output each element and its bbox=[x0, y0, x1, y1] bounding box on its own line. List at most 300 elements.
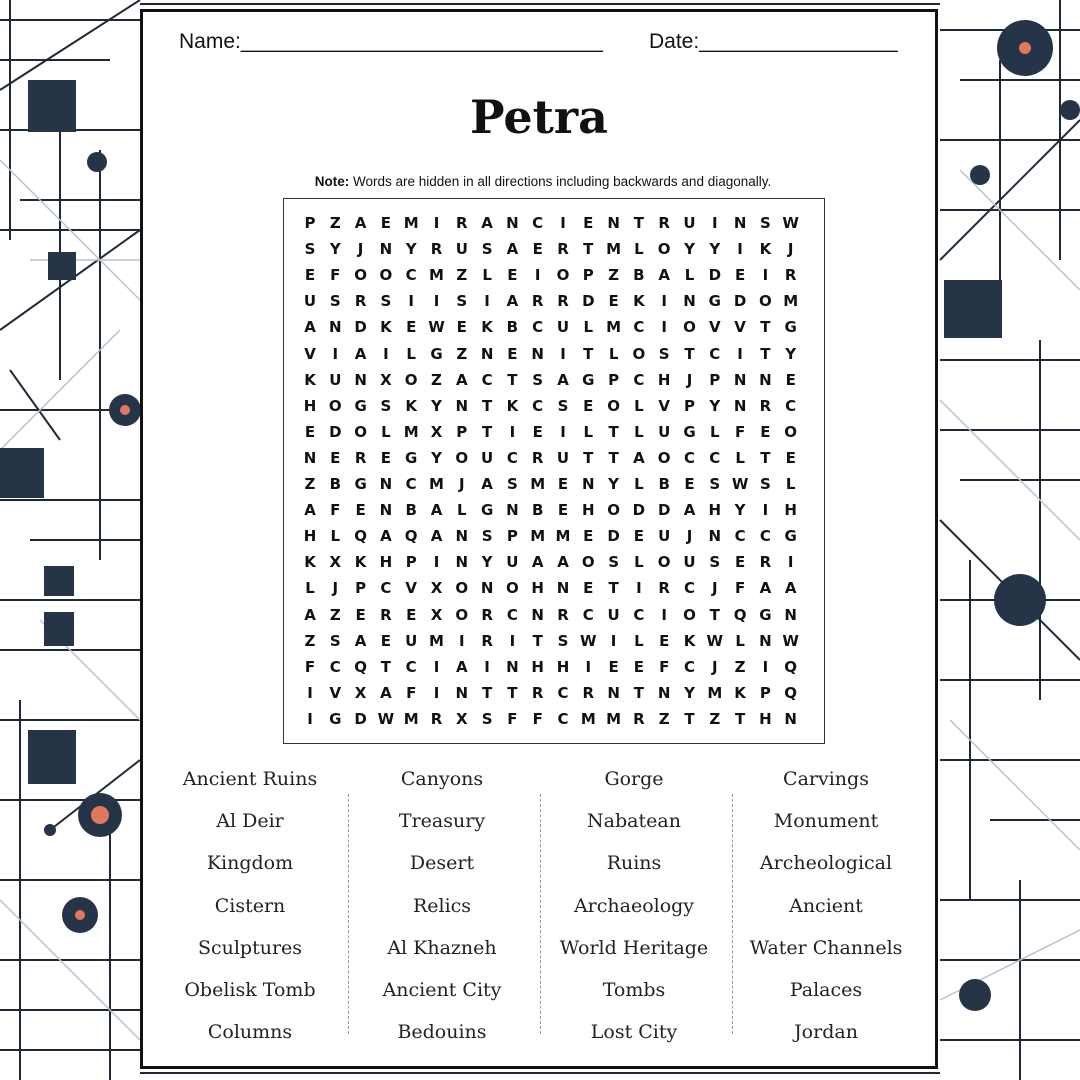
grid-letter[interactable]: M bbox=[403, 214, 419, 232]
grid-letter[interactable]: E bbox=[684, 475, 695, 493]
grid-letter[interactable]: I bbox=[762, 657, 769, 676]
grid-letter[interactable]: P bbox=[684, 396, 695, 415]
grid-letter[interactable]: E bbox=[633, 527, 645, 546]
grid-letter[interactable]: E bbox=[507, 344, 518, 363]
grid-letter[interactable]: N bbox=[506, 501, 519, 520]
grid-letter[interactable]: B bbox=[658, 475, 670, 493]
grid-letter[interactable]: J bbox=[686, 370, 693, 389]
grid-letter[interactable]: E bbox=[456, 318, 467, 337]
grid-letter[interactable]: O bbox=[404, 370, 418, 389]
grid-letter[interactable]: A bbox=[354, 631, 367, 650]
grid-letter[interactable]: I bbox=[408, 292, 414, 311]
grid-letter[interactable]: X bbox=[329, 553, 342, 572]
grid-letter[interactable]: X bbox=[354, 683, 367, 702]
grid-letter[interactable]: A bbox=[430, 501, 443, 520]
grid-letter[interactable]: T bbox=[633, 683, 644, 702]
grid-letter[interactable]: P bbox=[608, 370, 620, 389]
grid-letter[interactable]: R bbox=[481, 631, 493, 650]
grid-letter[interactable]: E bbox=[557, 501, 569, 520]
grid-letter[interactable]: C bbox=[532, 318, 544, 337]
grid-letter[interactable]: E bbox=[532, 422, 543, 441]
grid-letter[interactable]: S bbox=[481, 527, 493, 546]
grid-letter[interactable]: K bbox=[734, 683, 746, 702]
grid-letter[interactable]: N bbox=[480, 579, 494, 598]
grid-letter[interactable]: W bbox=[706, 631, 724, 650]
grid-letter[interactable]: V bbox=[405, 579, 417, 598]
grid-letter[interactable]: O bbox=[657, 240, 671, 259]
grid-letter[interactable]: E bbox=[785, 448, 796, 467]
grid-letter[interactable]: C bbox=[582, 605, 594, 624]
grid-letter[interactable]: K bbox=[683, 631, 696, 650]
grid-letter[interactable]: I bbox=[433, 657, 440, 676]
grid-letter[interactable]: I bbox=[661, 605, 667, 624]
grid-letter[interactable]: R bbox=[759, 396, 772, 415]
grid-letter[interactable]: A bbox=[683, 501, 696, 520]
grid-letter[interactable]: V bbox=[329, 683, 342, 702]
grid-letter[interactable]: C bbox=[633, 318, 645, 337]
grid-letter[interactable]: I bbox=[307, 683, 313, 702]
grid-letter[interactable]: N bbox=[733, 214, 747, 232]
grid-letter[interactable]: R bbox=[658, 579, 670, 598]
grid-letter[interactable]: C bbox=[709, 448, 721, 467]
grid-letter[interactable]: H bbox=[657, 370, 671, 389]
grid-letter[interactable]: R bbox=[557, 292, 569, 311]
grid-letter[interactable]: E bbox=[633, 657, 645, 676]
grid-letter[interactable]: S bbox=[557, 631, 569, 650]
grid-letter[interactable]: M bbox=[555, 527, 571, 546]
grid-letter[interactable]: N bbox=[607, 214, 620, 232]
grid-letter[interactable]: V bbox=[708, 318, 721, 337]
grid-letter[interactable]: N bbox=[683, 292, 696, 311]
grid-letter[interactable]: H bbox=[303, 527, 317, 546]
grid-letter[interactable]: S bbox=[709, 553, 721, 572]
grid-letter[interactable]: Y bbox=[608, 475, 620, 493]
grid-letter[interactable]: N bbox=[455, 683, 469, 702]
grid-letter[interactable]: U bbox=[683, 553, 696, 572]
grid-letter[interactable]: D bbox=[354, 709, 367, 728]
grid-letter[interactable]: M bbox=[530, 475, 546, 493]
grid-letter[interactable]: I bbox=[484, 292, 490, 311]
grid-letter[interactable]: K bbox=[354, 553, 367, 572]
grid-letter[interactable]: I bbox=[787, 553, 794, 572]
grid-letter[interactable]: S bbox=[759, 475, 771, 493]
grid-letter[interactable]: L bbox=[710, 422, 720, 441]
grid-letter[interactable]: A bbox=[759, 579, 772, 598]
grid-letter[interactable]: G bbox=[582, 370, 595, 389]
grid-letter[interactable]: B bbox=[633, 266, 645, 285]
grid-letter[interactable]: Y bbox=[785, 344, 797, 363]
grid-letter[interactable]: S bbox=[709, 475, 721, 493]
grid-letter[interactable]: E bbox=[355, 605, 366, 624]
grid-letter[interactable]: N bbox=[708, 527, 722, 546]
grid-letter[interactable]: T bbox=[684, 344, 695, 363]
grid-letter[interactable]: C bbox=[405, 657, 417, 676]
grid-letter[interactable]: L bbox=[406, 344, 416, 363]
grid-letter[interactable]: E bbox=[659, 631, 670, 650]
grid-letter[interactable]: C bbox=[785, 396, 797, 415]
grid-letter[interactable]: U bbox=[405, 631, 418, 650]
grid-letter[interactable]: N bbox=[354, 370, 367, 389]
grid-letter[interactable]: L bbox=[305, 579, 315, 598]
grid-letter[interactable]: Q bbox=[354, 527, 367, 546]
grid-letter[interactable]: K bbox=[304, 370, 316, 389]
grid-letter[interactable]: D bbox=[329, 422, 342, 441]
grid-letter[interactable]: L bbox=[608, 344, 619, 363]
grid-letter[interactable]: Z bbox=[608, 266, 620, 285]
grid-letter[interactable]: A bbox=[455, 657, 468, 676]
grid-letter[interactable]: Z bbox=[456, 266, 468, 285]
grid-letter[interactable]: X bbox=[430, 422, 443, 441]
grid-letter[interactable]: A bbox=[557, 370, 569, 389]
grid-letter[interactable]: C bbox=[380, 579, 392, 598]
grid-letter[interactable]: N bbox=[455, 553, 469, 572]
grid-letter[interactable]: L bbox=[634, 553, 644, 572]
grid-letter[interactable]: E bbox=[304, 422, 316, 441]
grid-letter[interactable]: B bbox=[531, 501, 544, 520]
grid-letter[interactable]: G bbox=[784, 318, 797, 337]
grid-letter[interactable]: U bbox=[607, 605, 620, 624]
grid-letter[interactable]: Z bbox=[734, 657, 746, 676]
grid-letter[interactable]: M bbox=[429, 631, 444, 650]
grid-letter[interactable]: L bbox=[735, 448, 745, 467]
grid-letter[interactable]: T bbox=[608, 579, 619, 598]
grid-letter[interactable]: R bbox=[531, 292, 544, 311]
grid-letter[interactable]: N bbox=[506, 214, 519, 232]
grid-letter[interactable]: M bbox=[783, 292, 799, 311]
grid-letter[interactable]: C bbox=[557, 683, 569, 702]
grid-letter[interactable]: N bbox=[759, 370, 772, 389]
grid-letter[interactable]: E bbox=[734, 553, 746, 572]
grid-letter[interactable]: A bbox=[557, 553, 569, 572]
grid-letter[interactable]: C bbox=[633, 370, 645, 389]
grid-letter[interactable]: V bbox=[658, 396, 670, 415]
grid-letter[interactable]: M bbox=[606, 318, 622, 337]
grid-letter[interactable]: U bbox=[506, 553, 519, 572]
grid-letter[interactable]: E bbox=[380, 631, 392, 650]
grid-letter[interactable]: N bbox=[556, 579, 570, 598]
grid-letter[interactable]: Y bbox=[709, 240, 721, 259]
grid-letter[interactable]: A bbox=[380, 683, 392, 702]
grid-letter[interactable]: A bbox=[455, 370, 468, 389]
grid-letter[interactable]: M bbox=[580, 709, 596, 728]
grid-letter[interactable]: Z bbox=[304, 475, 316, 493]
grid-letter[interactable]: N bbox=[455, 396, 469, 415]
grid-letter[interactable]: Y bbox=[709, 396, 721, 415]
date-field[interactable]: Date:_________________ bbox=[649, 30, 898, 53]
grid-letter[interactable]: E bbox=[330, 448, 341, 467]
grid-letter[interactable]: W bbox=[580, 631, 597, 650]
grid-letter[interactable]: T bbox=[608, 448, 619, 467]
grid-letter[interactable]: O bbox=[328, 396, 342, 415]
grid-letter[interactable]: K bbox=[405, 396, 417, 415]
grid-letter[interactable]: F bbox=[330, 266, 341, 285]
grid-letter[interactable]: A bbox=[354, 214, 367, 232]
grid-letter[interactable]: T bbox=[583, 448, 594, 467]
grid-letter[interactable]: I bbox=[509, 631, 516, 650]
grid-letter[interactable]: N bbox=[379, 240, 393, 259]
grid-letter[interactable]: N bbox=[784, 605, 797, 624]
grid-letter[interactable]: U bbox=[556, 448, 570, 467]
grid-letter[interactable]: Q bbox=[354, 657, 367, 676]
grid-letter[interactable]: Z bbox=[304, 631, 316, 650]
grid-letter[interactable]: G bbox=[683, 422, 696, 441]
grid-letter[interactable]: N bbox=[733, 370, 747, 389]
grid-letter[interactable]: V bbox=[734, 318, 746, 337]
grid-letter[interactable]: I bbox=[509, 422, 516, 441]
grid-letter[interactable]: E bbox=[608, 657, 619, 676]
grid-letter[interactable]: N bbox=[531, 344, 544, 363]
grid-letter[interactable]: I bbox=[307, 709, 313, 728]
grid-letter[interactable]: C bbox=[557, 709, 569, 728]
grid-letter[interactable]: A bbox=[481, 214, 493, 232]
grid-letter[interactable]: Q bbox=[404, 527, 418, 546]
grid-letter[interactable]: H bbox=[708, 501, 722, 520]
grid-letter[interactable]: J bbox=[686, 527, 693, 546]
grid-letter[interactable]: T bbox=[507, 683, 518, 702]
grid-letter[interactable]: O bbox=[683, 605, 696, 624]
grid-letter[interactable]: D bbox=[354, 318, 367, 337]
grid-letter[interactable]: R bbox=[784, 266, 797, 285]
grid-letter[interactable]: Y bbox=[329, 240, 341, 259]
grid-letter[interactable]: E bbox=[583, 579, 594, 598]
grid-letter[interactable]: K bbox=[380, 318, 392, 337]
grid-letter[interactable]: J bbox=[787, 240, 794, 259]
grid-letter[interactable]: A bbox=[304, 605, 316, 624]
grid-letter[interactable]: N bbox=[657, 683, 671, 702]
grid-letter[interactable]: K bbox=[506, 396, 519, 415]
grid-letter[interactable]: S bbox=[557, 396, 569, 415]
grid-letter[interactable]: I bbox=[534, 266, 541, 285]
grid-letter[interactable]: G bbox=[329, 709, 342, 728]
grid-letter[interactable]: E bbox=[557, 475, 569, 493]
grid-letter[interactable]: I bbox=[610, 631, 617, 650]
grid-letter[interactable]: G bbox=[759, 605, 772, 624]
grid-letter[interactable]: S bbox=[759, 214, 771, 232]
grid-letter[interactable]: W bbox=[731, 475, 749, 493]
grid-letter[interactable]: M bbox=[403, 709, 419, 728]
grid-letter[interactable]: W bbox=[782, 631, 799, 650]
grid-letter[interactable]: B bbox=[506, 318, 519, 337]
grid-letter[interactable]: G bbox=[708, 292, 721, 311]
grid-letter[interactable]: N bbox=[531, 605, 544, 624]
grid-letter[interactable]: C bbox=[405, 266, 417, 285]
grid-letter[interactable]: R bbox=[456, 214, 468, 232]
grid-letter[interactable]: H bbox=[379, 553, 393, 572]
grid-letter[interactable]: O bbox=[379, 266, 393, 285]
grid-letter[interactable]: J bbox=[712, 579, 718, 598]
grid-letter[interactable]: S bbox=[304, 240, 316, 259]
grid-letter[interactable]: T bbox=[532, 631, 543, 650]
grid-letter[interactable]: Y bbox=[684, 683, 695, 702]
grid-letter[interactable]: T bbox=[380, 657, 391, 676]
grid-letter[interactable]: O bbox=[455, 579, 469, 598]
grid-letter[interactable]: J bbox=[459, 475, 465, 493]
grid-letter[interactable]: C bbox=[506, 605, 518, 624]
grid-letter[interactable]: O bbox=[759, 292, 772, 311]
grid-letter[interactable]: L bbox=[330, 527, 341, 546]
grid-letter[interactable]: L bbox=[634, 396, 644, 415]
grid-letter[interactable]: N bbox=[759, 631, 772, 650]
grid-letter[interactable]: S bbox=[658, 344, 670, 363]
grid-letter[interactable]: A bbox=[304, 318, 316, 337]
grid-letter[interactable]: E bbox=[583, 214, 594, 232]
grid-letter[interactable]: Z bbox=[709, 709, 721, 728]
grid-letter[interactable]: N bbox=[455, 527, 469, 546]
grid-letter[interactable]: A bbox=[784, 579, 797, 598]
grid-letter[interactable]: F bbox=[330, 501, 341, 520]
grid-letter[interactable]: M bbox=[429, 475, 444, 493]
grid-letter[interactable]: T bbox=[734, 709, 746, 728]
grid-letter[interactable]: N bbox=[303, 448, 317, 467]
grid-letter[interactable]: O bbox=[607, 501, 620, 520]
grid-letter[interactable]: R bbox=[557, 605, 569, 624]
grid-letter[interactable]: E bbox=[760, 422, 771, 441]
grid-letter[interactable]: H bbox=[784, 501, 797, 520]
grid-letter[interactable]: J bbox=[332, 579, 339, 598]
grid-letter[interactable]: D bbox=[607, 527, 620, 546]
grid-letter[interactable]: P bbox=[759, 683, 771, 702]
grid-letter[interactable]: C bbox=[683, 657, 695, 676]
grid-letter[interactable]: D bbox=[582, 292, 595, 311]
grid-letter[interactable]: A bbox=[380, 527, 392, 546]
grid-letter[interactable]: L bbox=[634, 631, 644, 650]
grid-letter[interactable]: U bbox=[658, 527, 671, 546]
grid-letter[interactable]: Z bbox=[658, 709, 670, 728]
grid-letter[interactable]: S bbox=[380, 292, 392, 311]
grid-letter[interactable]: O bbox=[657, 553, 671, 572]
grid-letter[interactable]: D bbox=[708, 266, 722, 285]
grid-letter[interactable]: Y bbox=[684, 240, 695, 259]
grid-letter[interactable]: I bbox=[636, 579, 642, 598]
grid-letter[interactable]: E bbox=[785, 370, 796, 389]
grid-letter[interactable]: T bbox=[481, 396, 493, 415]
grid-letter[interactable]: B bbox=[329, 475, 342, 493]
grid-letter[interactable]: H bbox=[556, 657, 570, 676]
grid-letter[interactable]: E bbox=[380, 448, 392, 467]
grid-letter[interactable]: I bbox=[712, 214, 718, 232]
grid-letter[interactable]: C bbox=[683, 448, 695, 467]
grid-letter[interactable]: U bbox=[658, 422, 671, 441]
grid-letter[interactable]: M bbox=[429, 266, 444, 285]
grid-letter[interactable]: W bbox=[428, 318, 445, 337]
grid-letter[interactable]: O bbox=[455, 448, 469, 467]
grid-letter[interactable]: C bbox=[709, 344, 721, 363]
grid-letter[interactable]: S bbox=[481, 240, 493, 259]
grid-letter[interactable]: F bbox=[659, 657, 670, 676]
grid-letter[interactable]: S bbox=[532, 370, 544, 389]
grid-letter[interactable]: E bbox=[355, 501, 366, 520]
grid-letter[interactable]: I bbox=[433, 683, 440, 702]
grid-letter[interactable]: G bbox=[784, 527, 797, 546]
grid-letter[interactable]: Z bbox=[329, 605, 341, 624]
grid-letter[interactable]: R bbox=[354, 448, 367, 467]
grid-letter[interactable]: S bbox=[329, 292, 341, 311]
grid-letter[interactable]: I bbox=[560, 344, 566, 363]
grid-letter[interactable]: C bbox=[683, 579, 695, 598]
grid-letter[interactable]: E bbox=[734, 266, 746, 285]
grid-letter[interactable]: I bbox=[762, 501, 769, 520]
grid-letter[interactable]: E bbox=[304, 266, 316, 285]
grid-letter[interactable]: D bbox=[733, 292, 747, 311]
grid-letter[interactable]: N bbox=[733, 396, 747, 415]
grid-letter[interactable]: M bbox=[403, 422, 419, 441]
grid-letter[interactable]: L bbox=[583, 318, 594, 337]
grid-letter[interactable]: A bbox=[354, 344, 367, 363]
grid-letter[interactable]: H bbox=[531, 657, 544, 676]
grid-letter[interactable]: D bbox=[657, 501, 671, 520]
grid-letter[interactable]: Y bbox=[481, 553, 493, 572]
grid-letter[interactable]: A bbox=[506, 292, 519, 311]
grid-letter[interactable]: I bbox=[560, 214, 566, 232]
grid-letter[interactable]: O bbox=[784, 422, 798, 441]
grid-letter[interactable]: F bbox=[507, 709, 518, 728]
grid-letter[interactable]: Q bbox=[733, 605, 747, 624]
grid-letter[interactable]: A bbox=[658, 266, 670, 285]
grid-letter[interactable]: P bbox=[304, 214, 316, 232]
grid-letter[interactable]: N bbox=[480, 344, 494, 363]
grid-letter[interactable]: S bbox=[506, 475, 518, 493]
grid-letter[interactable]: N bbox=[582, 475, 595, 493]
grid-letter[interactable]: T bbox=[608, 422, 619, 441]
grid-letter[interactable]: Y bbox=[405, 240, 417, 259]
grid-letter[interactable]: R bbox=[354, 292, 367, 311]
grid-letter[interactable]: T bbox=[583, 240, 594, 259]
grid-letter[interactable]: K bbox=[633, 292, 645, 311]
grid-letter[interactable]: C bbox=[633, 605, 645, 624]
grid-letter[interactable]: S bbox=[380, 396, 392, 415]
grid-letter[interactable]: X bbox=[456, 709, 468, 728]
grid-letter[interactable]: O bbox=[556, 266, 570, 285]
grid-letter[interactable]: U bbox=[481, 448, 494, 467]
grid-letter[interactable]: I bbox=[762, 266, 769, 285]
grid-letter[interactable]: E bbox=[507, 266, 518, 285]
grid-letter[interactable]: Y bbox=[734, 501, 746, 520]
grid-letter[interactable]: L bbox=[634, 240, 644, 259]
grid-letter[interactable]: X bbox=[380, 370, 392, 389]
grid-letter[interactable]: C bbox=[532, 396, 544, 415]
grid-letter[interactable]: R bbox=[531, 683, 544, 702]
grid-letter[interactable]: E bbox=[406, 605, 417, 624]
grid-letter[interactable]: F bbox=[734, 579, 746, 598]
grid-letter[interactable]: O bbox=[455, 605, 469, 624]
grid-letter[interactable]: P bbox=[456, 422, 468, 441]
grid-letter[interactable]: S bbox=[329, 631, 341, 650]
grid-letter[interactable]: A bbox=[304, 501, 316, 520]
grid-letter[interactable]: U bbox=[303, 292, 317, 311]
grid-letter[interactable]: I bbox=[737, 344, 743, 363]
grid-letter[interactable]: F bbox=[406, 683, 417, 702]
grid-letter[interactable]: E bbox=[380, 214, 392, 232]
grid-letter[interactable]: C bbox=[405, 475, 417, 493]
grid-letter[interactable]: T bbox=[709, 605, 720, 624]
grid-letter[interactable]: L bbox=[735, 631, 745, 650]
grid-letter[interactable]: A bbox=[506, 240, 519, 259]
grid-letter[interactable]: L bbox=[482, 266, 492, 285]
grid-letter[interactable]: I bbox=[737, 240, 743, 259]
grid-letter[interactable]: P bbox=[582, 266, 594, 285]
grid-letter[interactable]: Y bbox=[431, 448, 442, 467]
grid-letter[interactable]: R bbox=[531, 448, 544, 467]
grid-letter[interactable]: T bbox=[760, 344, 771, 363]
grid-letter[interactable]: O bbox=[632, 344, 646, 363]
grid-letter[interactable]: R bbox=[481, 605, 493, 624]
grid-letter[interactable]: T bbox=[760, 448, 771, 467]
grid-letter[interactable]: R bbox=[430, 240, 443, 259]
grid-letter[interactable]: F bbox=[532, 709, 543, 728]
grid-letter[interactable]: P bbox=[506, 527, 518, 546]
grid-letter[interactable]: O bbox=[607, 396, 620, 415]
grid-letter[interactable]: H bbox=[303, 396, 317, 415]
